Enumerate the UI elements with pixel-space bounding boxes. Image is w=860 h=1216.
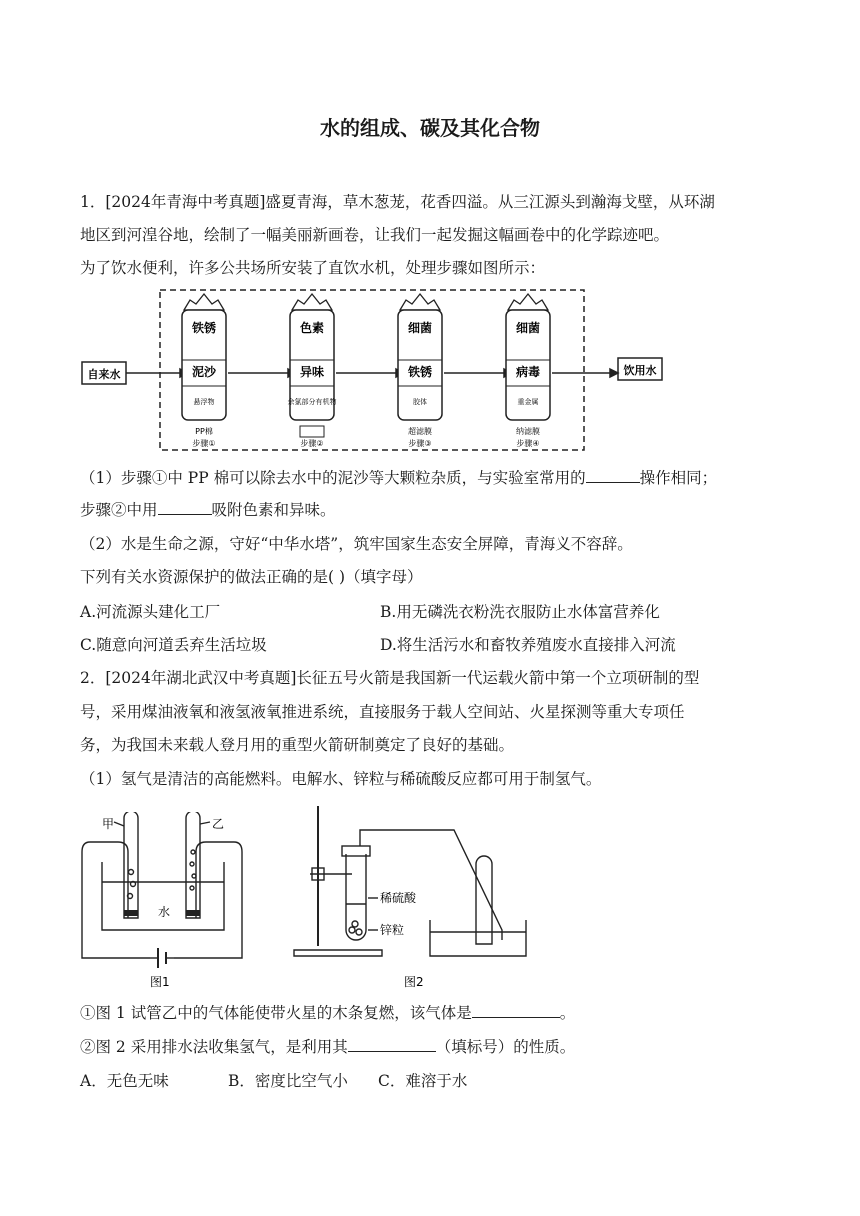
q1-part2-line1: （2）水是生命之源，守好“中华水塔”，筑牢国家生态安全屏障，青海义不容辞。 xyxy=(80,535,633,553)
q2-sub2 xyxy=(80,1035,780,1058)
fig2-caption: 图2 xyxy=(404,975,424,989)
column-name-label: 超滤膜 xyxy=(408,427,432,436)
water-purifier-diagram xyxy=(78,286,780,456)
column-step-label: 步骤② xyxy=(300,439,324,448)
answer-blank-adsorbent[interactable] xyxy=(158,498,212,515)
q1-option-c: C.随意向河道丢弃生活垃圾 xyxy=(80,636,267,654)
q1-part1-text-b: 操作相同； xyxy=(639,469,718,487)
column-name-label: PP棉 xyxy=(195,427,213,436)
answer-blank-gas[interactable] xyxy=(472,1001,560,1018)
column-top-label: 铁锈 xyxy=(191,321,217,335)
filter-column-1 xyxy=(182,294,226,448)
column-top-label: 细菌 xyxy=(407,321,433,335)
column-mid-label: 泥沙 xyxy=(191,365,217,379)
column-top-label: 细菌 xyxy=(515,321,541,335)
q2-option-b: B．密度比空气小 xyxy=(228,1072,348,1090)
column-mid-label: 铁锈 xyxy=(407,365,433,379)
q1-option-a: A.河流源头建化工厂 xyxy=(80,603,221,621)
label-jia: 甲 xyxy=(102,817,115,831)
answer-blank-operation[interactable] xyxy=(586,466,640,483)
q1-stem-line1: 1．[2024年青海中考真题]盛夏青海，草木葱茏，花香四溢。从三江源头到瀚海戈壁，从环湖 xyxy=(80,193,715,211)
label-yi: 乙 xyxy=(212,817,225,831)
q2-stem-line3: 务，为我国未来载人登月用的重型火箭研制奠定了良好的基础。 xyxy=(80,736,515,754)
step2-answer-box[interactable] xyxy=(300,426,324,437)
hydrogen-generation-figure xyxy=(290,800,540,992)
q1-part1-text-a: （1）步骤①中 PP 棉可以除去水中的泥沙等大颗粒杂质，与实验室常用的 xyxy=(80,469,586,487)
input-label: 自来水 xyxy=(87,368,121,381)
q1-stem-line3: 为了饮水便利，许多公共场所安装了直饮水机，处理步骤如图所示： xyxy=(80,259,546,277)
electrolysis-apparatus-figure xyxy=(78,812,248,992)
q2-stem-line2: 号，采用煤油液氧和液氢液氧推进系统，直接服务于载人空间站、火星探测等重大专项任 xyxy=(80,703,685,721)
q2-option-a: A．无色无味 xyxy=(80,1072,169,1090)
q2-sub2-text-a: ②图 2 采用排水法收集氢气，是利用其 xyxy=(80,1038,348,1056)
q1-stem-line2: 地区到河湟谷地，绘制了一幅美丽新画卷，让我们一起发掘这幅画卷中的化学踪迹吧。 xyxy=(80,226,670,244)
q2-option-c: C．难溶于水 xyxy=(378,1072,468,1090)
column-mid-label: 病毒 xyxy=(515,365,541,379)
column-small-label: 重金属 xyxy=(517,398,539,406)
q1-option-b: B.用无磷洗衣粉洗衣服防止水体富营养化 xyxy=(380,603,660,621)
q2-sub1 xyxy=(80,1001,780,1024)
filter-column-3 xyxy=(398,294,442,448)
q1-part2-line2: 下列有关水资源保护的做法正确的是( )（填字母） xyxy=(80,568,423,586)
column-top-label: 色素 xyxy=(299,321,325,335)
q1-option-d: D.将生活污水和畜牧养殖废水直接排入河流 xyxy=(380,636,676,654)
filter-column-2 xyxy=(288,294,337,448)
column-name-label: 纳滤膜 xyxy=(516,427,540,436)
output-label: 饮用水 xyxy=(623,364,657,377)
column-step-label: 步骤④ xyxy=(516,439,540,448)
column-small-label: 余氯部分有机物 xyxy=(287,398,337,406)
label-water: 水 xyxy=(158,905,171,919)
q2-sub1-text-a: ①图 1 试管乙中的气体能使带火星的木条复燃，该气体是 xyxy=(80,1004,472,1022)
q2-sub2-text-b: （填标号）的性质。 xyxy=(435,1038,576,1056)
column-small-label: 胶体 xyxy=(413,398,427,406)
column-step-label: 步骤③ xyxy=(408,439,432,448)
q1-part1-line1 xyxy=(80,466,780,489)
q1-part1-line2 xyxy=(80,498,780,521)
q1-part1-text-d: 吸附色素和异味。 xyxy=(211,501,336,519)
q2-sub1-text-b: 。 xyxy=(559,1004,576,1022)
q2-part1: （1）氢气是清洁的高能燃料。电解水、锌粒与稀硫酸反应都可用于制氢气。 xyxy=(80,770,602,788)
answer-blank-property[interactable] xyxy=(348,1035,436,1052)
fig1-caption: 图1 xyxy=(150,975,170,989)
label-acid: 稀硫酸 xyxy=(380,891,417,905)
column-small-label: 悬浮物 xyxy=(193,398,215,406)
column-mid-label: 异味 xyxy=(299,365,325,379)
label-zinc: 锌粒 xyxy=(380,923,405,937)
filter-column-4 xyxy=(506,294,550,448)
q1-part1-text-c: 步骤②中用 xyxy=(80,501,158,519)
column-step-label: 步骤① xyxy=(192,439,216,448)
q2-stem-line1: 2．[2024年湖北武汉中考真题]长征五号火箭是我国新一代运载火箭中第一个立项研制的型 xyxy=(80,669,700,687)
page-title: 水的组成、碳及其化合物 xyxy=(320,116,540,140)
